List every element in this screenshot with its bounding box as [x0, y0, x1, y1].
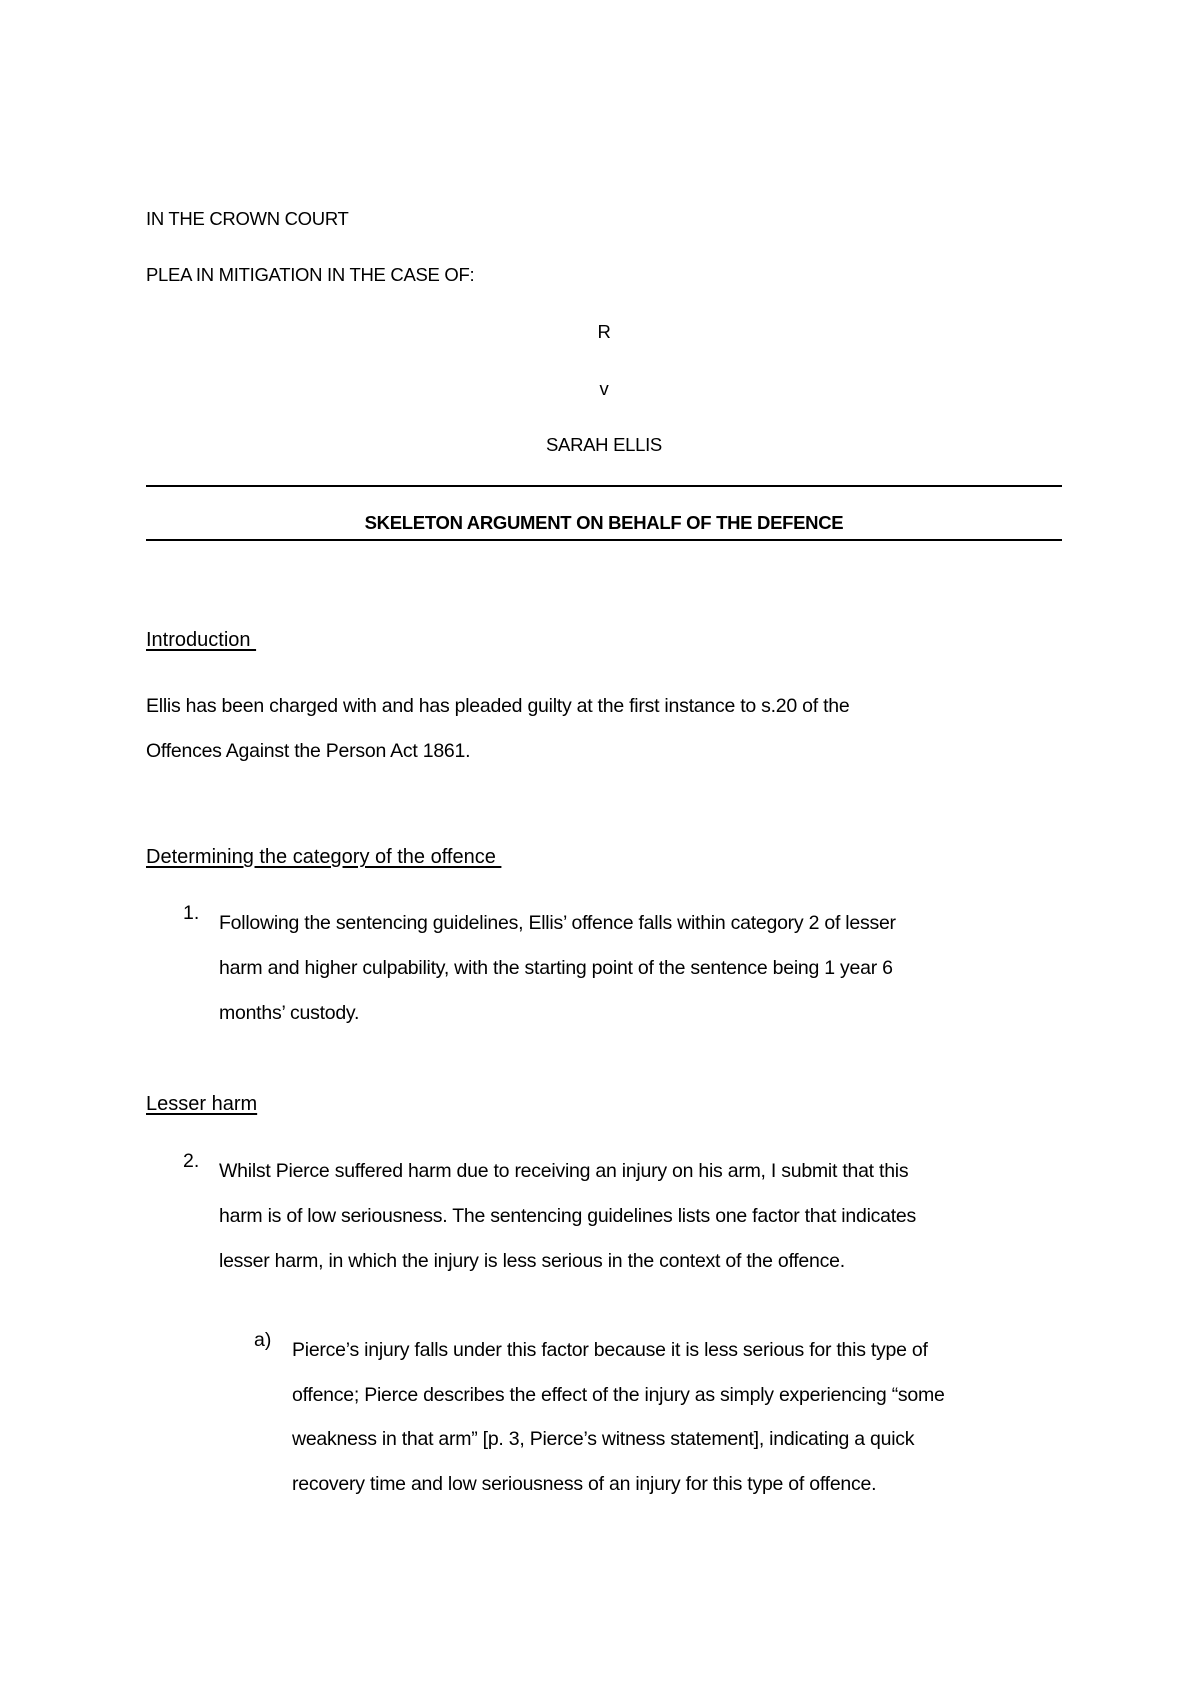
title-rule-bottom: [146, 539, 1062, 541]
category-line: harm and higher culpability, with the starting point of the sentence being 1 year 6: [219, 957, 893, 979]
lesser-harm-line: lesser harm, in which the injury is less serious in the context of the offence.: [219, 1250, 845, 1272]
lesser-harm-line: harm is of low seriousness. The sentencing guidelines lists one factor that indicates: [219, 1205, 917, 1227]
item-number-2: 2.: [183, 1150, 200, 1172]
category-paragraph: [219, 901, 896, 1036]
category-line: Following the sentencing guidelines, Ellis’ offence falls within category 2 of lesser: [219, 912, 896, 934]
sub-item-line: weakness in that arm” [p. 3, Pierce’s witness statement], indicating a quick: [292, 1428, 915, 1450]
lesser-harm-line: Whilst Pierce suffered harm due to receiving an injury on his arm, I submit that this: [219, 1160, 909, 1182]
party-r: R: [597, 321, 611, 342]
sub-item-line: Pierce’s injury falls under this factor because it is less serious for this type of: [292, 1339, 928, 1361]
introduction-line: Offences Against the Person Act 1861.: [146, 740, 471, 762]
introduction-paragraph: [146, 684, 849, 774]
category-heading: Determining the category of the offence: [146, 846, 502, 868]
sub-item-line: offence; Pierce describes the effect of the injury as simply experiencing “some: [292, 1383, 945, 1406]
sub-item-paragraph: [292, 1328, 945, 1506]
defendant-name: SARAH ELLIS: [546, 434, 662, 455]
introduction-line: Ellis has been charged with and has pleaded guilty at the first instance to s.20 of the: [146, 695, 850, 717]
versus-label: v: [599, 378, 609, 399]
plea-caption: PLEA IN MITIGATION IN THE CASE OF:: [146, 264, 475, 285]
sub-item-line: recovery time and low seriousness of an injury for this type of offence.: [292, 1472, 877, 1495]
court-name: IN THE CROWN COURT: [146, 208, 349, 229]
lesser-harm-heading: Lesser harm: [146, 1093, 258, 1115]
item-number-1: 1.: [183, 902, 200, 924]
lesser-harm-paragraph: [219, 1149, 916, 1284]
title-rule-top: [146, 485, 1062, 487]
category-line: months’ custody.: [219, 1002, 360, 1024]
document-title: SKELETON ARGUMENT ON BEHALF OF THE DEFENCE: [364, 512, 844, 533]
introduction-heading: Introduction: [146, 629, 257, 651]
sub-item-label-a: a): [254, 1329, 272, 1351]
